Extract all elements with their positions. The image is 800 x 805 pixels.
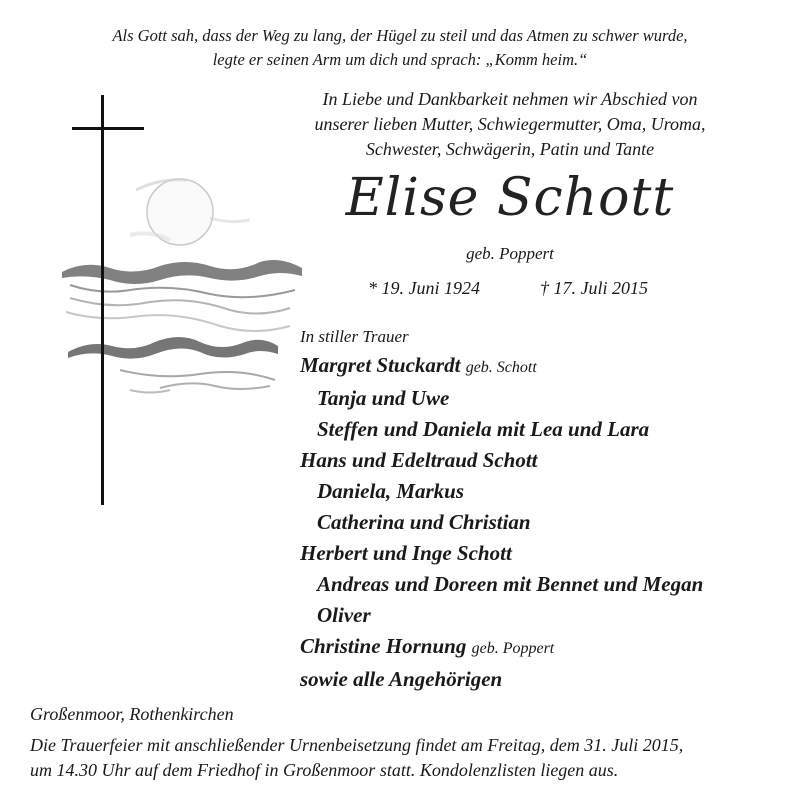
mourner-name: Catherina und Christian (317, 510, 531, 534)
mourner-row (300, 414, 703, 445)
mourner-name: sowie alle Angehörigen (300, 667, 503, 691)
quote-line-2: legte er seinen Arm um dich und sprach: „Komm heim.“ (212, 50, 588, 69)
mourner-name: Oliver (317, 603, 371, 627)
deceased-name: Elise Schott (345, 168, 675, 228)
mourner-name: Steffen und Daniela mit Lea und Lara (317, 417, 650, 441)
mourner-name: Herbert und Inge Schott (300, 541, 512, 565)
mourner-name: Daniela, Markus (317, 479, 465, 503)
mourner-note: geb. Schott (465, 359, 537, 376)
mourner-row (300, 445, 703, 476)
intro-text (270, 87, 750, 162)
mourner-row (300, 476, 703, 507)
mourners-list (300, 350, 703, 695)
mourner-row (300, 507, 703, 538)
cross-landscape-illustration (40, 90, 310, 510)
mourner-row (300, 569, 703, 600)
mourner-row (300, 631, 703, 664)
landscape-illustration (62, 260, 302, 393)
ceremony-line-2: um 14.30 Uhr auf dem Friedhof in Großenmoor statt. Kondolenzlisten liegen aus. (30, 760, 619, 780)
mourner-name: Andreas und Doreen mit Bennet und Megan (317, 572, 704, 596)
mourner-name: Tanja und Uwe (317, 386, 450, 410)
mourner-row (300, 538, 703, 569)
quote (0, 24, 800, 72)
quote-line-1: Als Gott sah, dass der Weg zu lang, der Hügel zu steil und das Atmen zu schwer wurde, (112, 26, 688, 45)
cross-icon (72, 95, 144, 505)
mourner-row (300, 350, 703, 383)
birth-date: * 19. Juni 1924 (368, 278, 480, 298)
intro-line-2: unserer lieben Mutter, Schwiegermutter, Oma, Uroma, (314, 114, 706, 134)
intro-line-1: In Liebe und Dankbarkeit nehmen wir Abschied von (322, 89, 698, 109)
birth-name: geb. Poppert (466, 244, 554, 263)
mourner-row (300, 600, 703, 631)
mourner-row (300, 664, 703, 695)
mourners-heading: In stiller Trauer (300, 327, 409, 346)
intro-line-3: Schwester, Schwägerin, Patin und Tante (365, 139, 655, 159)
ceremony-line-1: Die Trauerfeier mit anschließender Urnenbeisetzung findet am Freitag, dem 31. Juli 2015, (30, 735, 684, 755)
sun-icon (130, 179, 250, 245)
mourner-note: geb. Poppert (471, 640, 555, 657)
mourner-row (300, 383, 703, 414)
death-date: † 17. Juli 2015 (540, 278, 648, 298)
mourner-name: Hans und Edeltraud Schott (300, 448, 538, 472)
mourner-name: Christine Hornung (300, 634, 467, 658)
ceremony-text (30, 733, 772, 783)
mourner-name: Margret Stuckardt (300, 353, 461, 377)
place-text: Großenmoor, Rothenkirchen (30, 704, 234, 724)
